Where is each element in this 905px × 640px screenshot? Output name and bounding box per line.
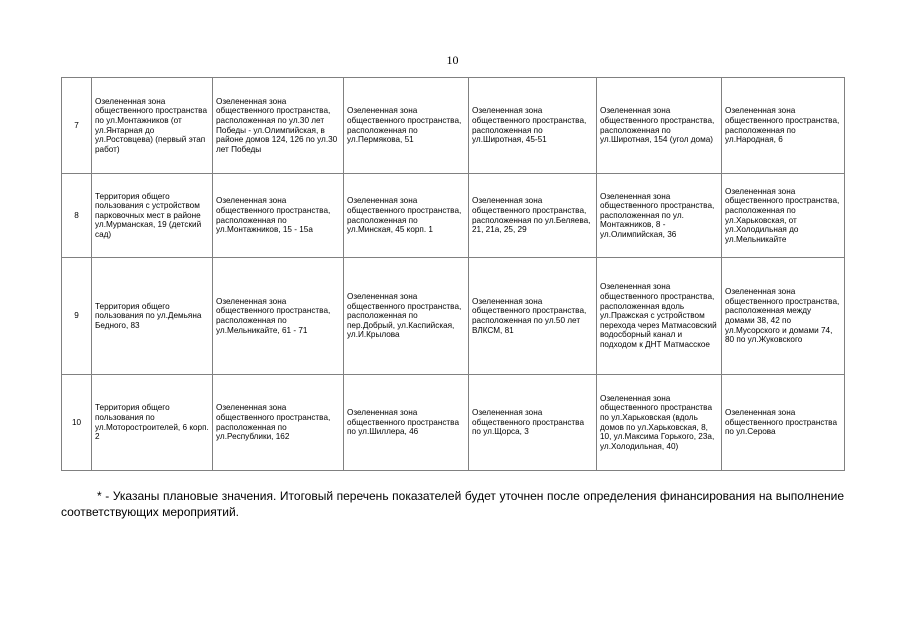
table-cell: Территория общего пользования по ул.Демьяна Бедного, 83 <box>92 258 213 375</box>
table-row <box>62 174 845 258</box>
table-cell: Озелененная зона общественного пространства по ул.Щорса, 3 <box>469 375 597 471</box>
table-row <box>62 375 845 471</box>
table-row <box>62 258 845 375</box>
table-cell: Озелененная зона общественного пространства по ул.Шиллера, 46 <box>344 375 469 471</box>
table-cell: Озелененная зона общественного пространства, расположенная по ул.Монтажников, 15 - 15а <box>213 174 344 258</box>
footnote: * - Указаны плановые значения. Итоговый перечень показателей будет уточнен после определения финансирования на выполнение соответствующих мероприятий. <box>61 489 844 519</box>
territory-table <box>61 77 845 471</box>
table-row <box>62 78 845 174</box>
table-cell: Озелененная зона общественного пространства, расположенная по ул.Народная, 6 <box>722 78 845 174</box>
table-cell: Территория общего пользования с устройством парковочных мест в районе ул.Мурманская, 19 (детский сад) <box>92 174 213 258</box>
table-cell: Озелененная зона общественного пространства, расположенная по ул.Пермякова, 51 <box>344 78 469 174</box>
page-number: 10 <box>446 53 459 67</box>
table-cell: Озелененная зона общественного пространства, расположенная между домами 38, 42 по ул.Мусорского и домами 74, 80 по ул.Жуковского <box>722 258 845 375</box>
table-cell: Озелененная зона общественного пространства по ул.Харьковская (вдоль домов по ул.Харьковская, 8, 10, ул.Максима Горького, 23а, ул.Холодильная, 40) <box>597 375 722 471</box>
table-cell: Территория общего пользования по ул.Моторостроителей, 6 корп. 2 <box>92 375 213 471</box>
table-cell: Озелененная зона общественного пространства, расположенная по ул. Монтажников, 8 - ул.Олимпийская, 36 <box>597 174 722 258</box>
table-cell: Озелененная зона общественного пространства, расположенная по ул.Республики, 162 <box>213 375 344 471</box>
row-number: 7 <box>62 78 92 174</box>
table-cell: Озелененная зона общественного пространства по ул.Серова <box>722 375 845 471</box>
table-cell: Озелененная зона общественного пространства, расположенная по ул.Харьковская, от ул.Холодильная до ул.Мельникайте <box>722 174 845 258</box>
row-number: 10 <box>62 375 92 471</box>
table-cell: Озелененная зона общественного пространства, расположенная по ул.Минская, 45 корп. 1 <box>344 174 469 258</box>
row-number: 9 <box>62 258 92 375</box>
table-cell: Озелененная зона общественного пространства, расположенная по ул.50 лет ВЛКСМ, 81 <box>469 258 597 375</box>
table-cell: Озелененная зона общественного пространства, расположенная по ул.Мельникайте, 61 - 71 <box>213 258 344 375</box>
table-cell: Озелененная зона общественного пространства, расположенная по ул.Широтная, 45-51 <box>469 78 597 174</box>
table-cell: Озелененная зона общественного пространства, расположенная по ул.30 лет Победы - ул.Олимпийская, в районе домов 124, 126 по ул.30 лет Победы <box>213 78 344 174</box>
table-cell: Озелененная зона общественного пространства, расположенная по ул.Беляева, 21, 21а, 25, 29 <box>469 174 597 258</box>
table-cell: Озелененная зона общественного пространства, расположенная по ул.Широтная, 154 (угол дома) <box>597 78 722 174</box>
table-cell: Озелененная зона общественного пространства, расположенная вдоль ул.Пражская с устройством перехода через Матмасовский водосборный канал и подходом к ДНТ Матмасское <box>597 258 722 375</box>
table-cell: Озелененная зона общественного пространства, расположенная по пер.Добрый, ул.Каспийская, ул.И.Крылова <box>344 258 469 375</box>
row-number: 8 <box>62 174 92 258</box>
table-cell: Озелененная зона общественного пространства по ул.Монтажников (от ул.Янтарная до ул.Ростовцева) (первый этап работ) <box>92 78 213 174</box>
